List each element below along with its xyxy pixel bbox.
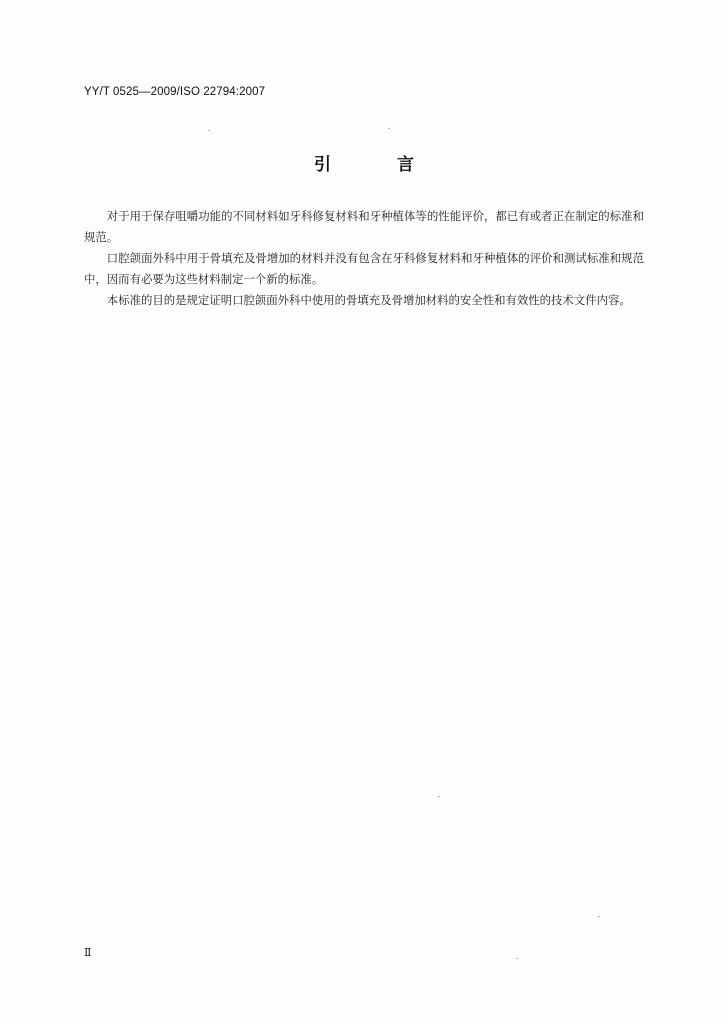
scan-speck xyxy=(438,796,440,797)
page-title: 引 言 xyxy=(314,155,444,175)
scan-speck xyxy=(208,130,210,131)
paragraph-1: 对于用于保存咀嚼功能的不同材料如牙科修复材料和牙种植体等的性能评价，都已有或者正在制定的标准和规范。 xyxy=(84,209,644,244)
standard-code-header: YY/T 0525—2009/ISO 22794:2007 xyxy=(84,86,266,98)
scan-speck xyxy=(388,128,390,129)
page-number: Ⅱ xyxy=(84,946,92,959)
introduction-body xyxy=(84,206,644,311)
paragraph-2: 口腔颌面外科中用于骨填充及骨增加的材料并没有包含在牙科修复材料和牙种植体的评价和测试标准和规范中，因而有必要为这些材料制定一个新的标准。 xyxy=(84,251,644,286)
scan-speck xyxy=(598,916,600,917)
paragraph-3: 本标准的目的是规定证明口腔颌面外科中使用的骨填充及骨增加材料的安全性和有效性的技术文件内容。 xyxy=(106,293,631,307)
scan-speck xyxy=(516,958,518,959)
